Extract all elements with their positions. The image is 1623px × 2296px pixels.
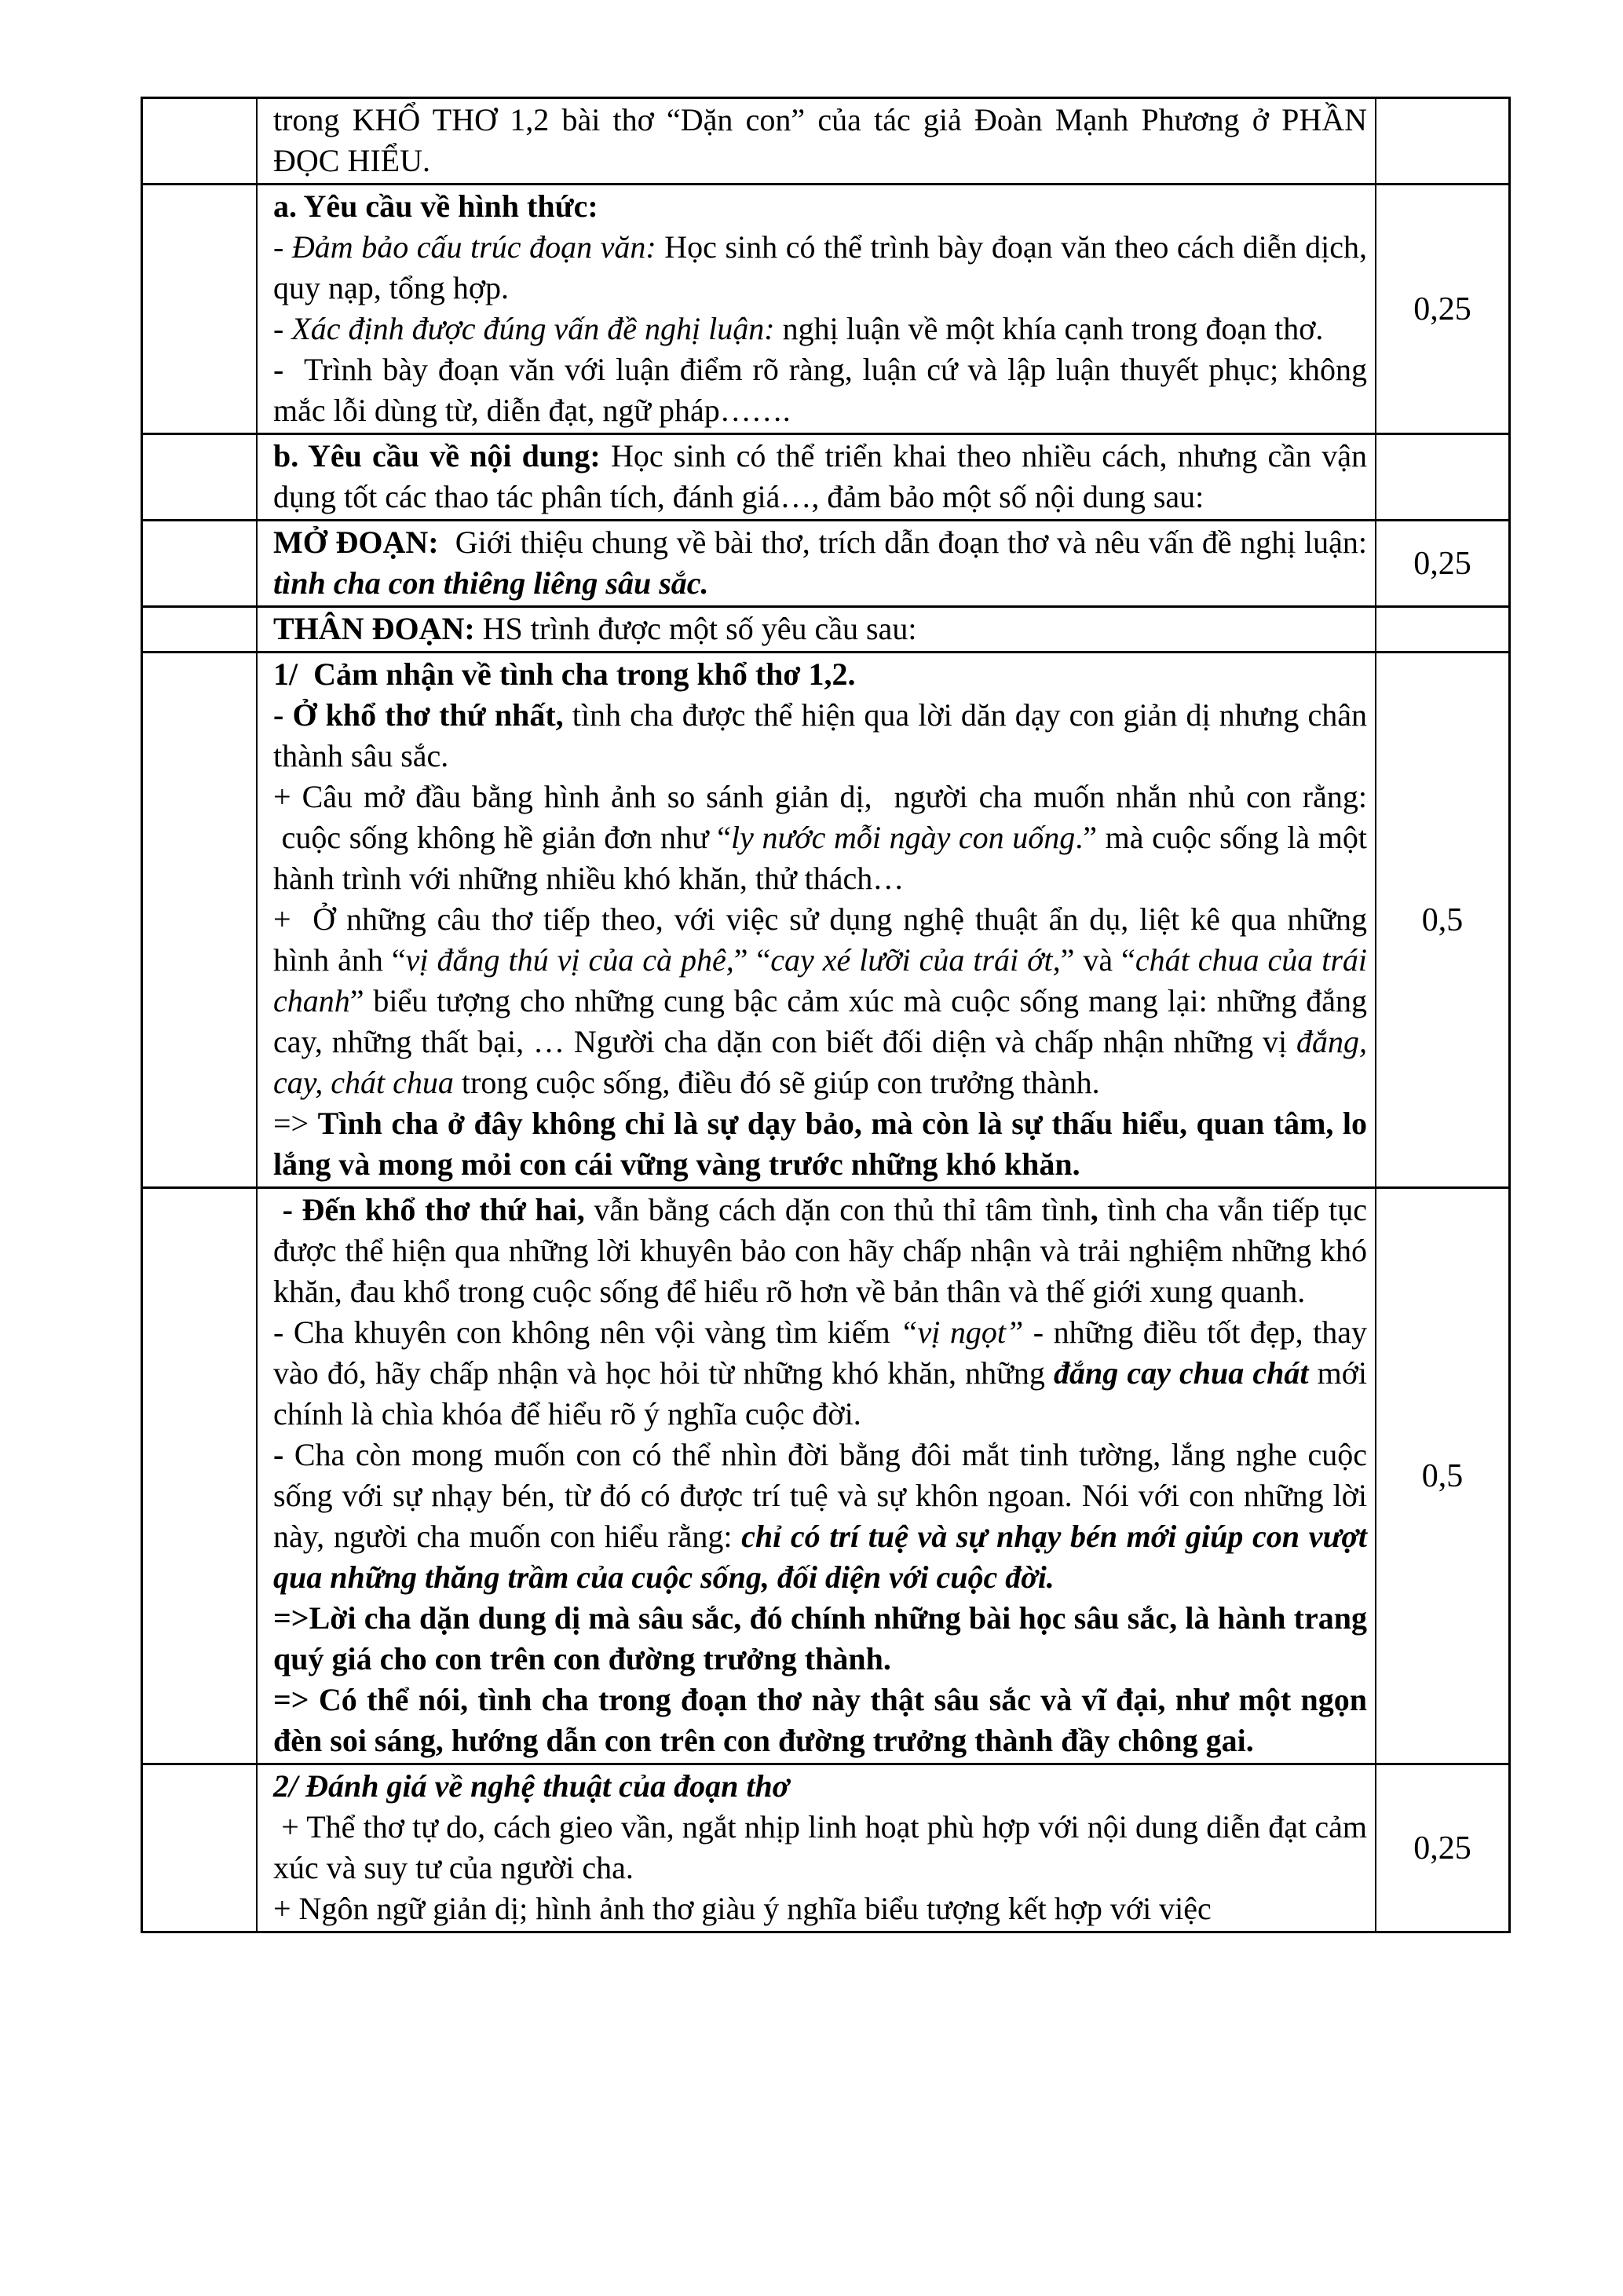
points-cell [1376, 521, 1508, 605]
content-cell [258, 99, 1376, 183]
paragraph [273, 1766, 1367, 1807]
paragraph [273, 186, 1367, 227]
text-run: vị đắng thú vị của cà phê, [405, 942, 734, 978]
text-run: Đảm bảo cấu trúc đoạn văn: [291, 229, 656, 265]
text-run: + Ở những câu thơ tiếp theo, với việc sử dụng nghệ thuật ẩn dụ, liệt kê qua những hình ảnh “ [273, 901, 1367, 978]
text-run: 2/ Đánh giá về nghệ thuật của đoạn thơ [273, 1768, 790, 1804]
points-cell [1376, 1765, 1508, 1931]
text-run: tình cha được thể hiện qua lời dăn dạy con giản dị nhưng chân thành sâu sắc. [273, 697, 1367, 773]
points-cell [1376, 653, 1508, 1186]
text-run: Giới thiệu chung về bài thơ, trích dẫn đoạn thơ và nêu vấn đề nghị luận: [447, 525, 1367, 560]
point-value: 0,5 [1421, 1457, 1464, 1494]
text-run: =>Lời cha dặn dung dị mà sâu sắc, đó chính những bài học sâu sắc, là hành trang quý giá cho con trên con đường trưởng thành. [273, 1600, 1367, 1676]
paragraph [273, 1680, 1367, 1761]
text-run: THÂN ĐOẠN: [273, 611, 483, 646]
point-value: 0,5 [1421, 901, 1464, 938]
text-run: Xác định được đúng vấn đề nghị luận: [291, 311, 775, 346]
text-run: “vị ngọt” [900, 1314, 1024, 1350]
text-run: tình cha con thiêng liêng sâu sắc. [273, 565, 709, 601]
paragraph [273, 100, 1367, 181]
text-run: MỞ ĐOẠN: [273, 525, 448, 560]
text-run: ” biểu tượng cho những cung bậc cảm xúc mà cuộc sống mang lại: những đắng cay, những thất bại, … Người cha dặn con biết đối diện và chấp nhận những vị [273, 983, 1367, 1059]
row-b-yeu-cau-noi-dung [143, 435, 1508, 521]
paragraph [273, 522, 1367, 604]
text-run: 1/ Cảm nhận về tình cha trong khổ thơ 1,2. [273, 656, 856, 692]
text-run: vẫn bằng cách dặn con thủ thỉ tâm tình [594, 1192, 1091, 1227]
text-run: trong cuộc sống, điều đó sẽ giúp con trưởng thành. [453, 1065, 1100, 1100]
text-run: ly nước mỗi ngày con uống [731, 820, 1076, 855]
text-run: Tình cha ở đây không chỉ là sự dạy bảo, mà còn là sự thấu hiểu, quan tâm, lo lắng và mong mỏi con cái vững vàng trước những khó khăn. [273, 1106, 1367, 1182]
text-run: + Ngôn ngữ giản dị; hình ảnh thơ giàu ý nghĩa biểu tượng kết hợp với việc [273, 1891, 1212, 1926]
content-cell [258, 521, 1376, 605]
text-run: nghị luận về một khía cạnh trong đoạn thơ. [774, 311, 1324, 346]
text-run: a. Yêu cầu về hình thức: [273, 188, 598, 224]
row-number-cell [143, 608, 258, 651]
text-run: ” “ [733, 942, 771, 978]
row-number-cell [143, 521, 258, 605]
text-run: , [1090, 1192, 1098, 1227]
text-run: chỉ có trí tuệ và sự nhạy bén mới giúp con vượt qua những thăng trầm của cuộc sống, đối diện với cuộc đời. [273, 1519, 1367, 1595]
content-cell [258, 435, 1376, 519]
text-run: - Đến khổ thơ thứ hai, [282, 1192, 594, 1227]
row-number-cell [143, 1765, 258, 1931]
text-run: đắng, cay, chát chua [273, 1024, 1367, 1100]
row-1-cam-nhan-tinh-cha [143, 653, 1508, 1189]
paragraph [273, 899, 1367, 1103]
points-cell [1376, 435, 1508, 519]
content-cell [258, 185, 1376, 433]
text-run: ” và “ [1060, 942, 1135, 978]
paragraph [273, 1888, 1367, 1929]
text-run [273, 1192, 283, 1227]
content-cell [258, 1765, 1376, 1931]
paragraph [273, 654, 1367, 695]
points-cell [1376, 1189, 1508, 1763]
rubric-table [141, 97, 1511, 1933]
text-run: đắng cay chua chát [1053, 1355, 1309, 1391]
row-a-yeu-cau-hinh-thuc [143, 185, 1508, 435]
text-run: .” mà cuộc sống là một hành trình với những nhiều khó khăn, thử thách… [273, 820, 1368, 896]
row-number-cell [143, 99, 258, 183]
paragraph [273, 695, 1367, 777]
text-run: tình cha vẫn tiếp tục được thể hiện qua những lời khuyên bảo con hãy chấp nhận và trải nghiệm những khó khăn, đau khổ trong cuộc sống để hiểu rõ hơn về bản thân và thế giới xung quanh. [273, 1192, 1368, 1309]
paragraph [273, 1807, 1367, 1888]
row-than-doan [143, 608, 1508, 653]
text-run: => [273, 1106, 318, 1141]
points-cell [1376, 185, 1508, 433]
paragraph [273, 777, 1367, 899]
text-run: cay xé lưỡi của trái ớt, [770, 942, 1061, 978]
row-number-cell [143, 653, 258, 1186]
paragraph [273, 1598, 1367, 1680]
row-number-cell [143, 435, 258, 519]
point-value: 0,25 [1413, 545, 1471, 582]
text-run: + Thể thơ tự do, cách gieo vần, ngắt nhịp linh hoạt phù hợp với nội dung diễn đạt cảm xúc và suy tư của người cha. [273, 1809, 1367, 1885]
content-cell [258, 608, 1376, 651]
text-run: - [273, 229, 292, 265]
text-run: trong KHỔ THƠ 1,2 bài thơ “Dặn con” của tác giả Đoàn Mạnh Phương ở PHẦN ĐỌC HIỂU. [273, 102, 1367, 178]
paragraph [273, 349, 1367, 431]
row-continuation [143, 99, 1508, 185]
row-mo-doan [143, 521, 1508, 608]
content-cell [258, 1189, 1376, 1763]
paragraph [273, 436, 1367, 517]
row-den-kho-tho-thu-hai [143, 1189, 1508, 1765]
text-run: - [273, 1437, 294, 1472]
point-value: 0,25 [1413, 291, 1471, 327]
points-cell [1376, 99, 1508, 183]
text-run: HS trình được một số yêu cầu sau: [482, 611, 917, 646]
point-value: 0,25 [1413, 1830, 1471, 1866]
paragraph [273, 1435, 1367, 1598]
text-run: Cha còn mong muốn con có thể nhìn đời bằng đôi mắt tinh tường, lắng nghe cuộc sống với sự nhạy bén, từ đó có được trí tuệ và sự khôn ngoan. Nói với con những lời này, người cha muốn con hiểu rằng: [273, 1437, 1367, 1554]
text-run: - Ở khổ thơ thứ nhất, [273, 697, 572, 733]
paragraph [273, 1190, 1367, 1312]
text-run: chát chua của trái chanh [273, 942, 1368, 1018]
text-run: - [273, 311, 292, 346]
content-cell [258, 653, 1376, 1186]
paragraph [273, 609, 1367, 649]
text-run: Học sinh có thể trình bày đoạn văn theo cách diễn dịch, quy nạp, tổng hợp. [273, 229, 1367, 305]
text-run: + Câu mở đầu bằng hình ảnh so sánh giản dị, người cha muốn nhắn nhủ con rằng: cuộc sống không hề giản đơn như “ [273, 779, 1367, 855]
row-number-cell [143, 185, 258, 433]
paragraph [273, 227, 1367, 309]
paragraph [273, 1103, 1367, 1185]
paragraph [273, 309, 1367, 349]
row-2-danh-gia-nghe-thuat [143, 1765, 1508, 1931]
text-run: - Trình bày đoạn văn với luận điểm rõ ràng, luận cứ và lập luận thuyết phục; không mắc lỗi dùng từ, diễn đạt, ngữ pháp……. [273, 352, 1367, 428]
text-run: => Có thể nói, tình cha trong đoạn thơ này thật sâu sắc và vĩ đại, như một ngọn đèn soi sáng, hướng dẫn con trên con đường trưởng thành đầy chông gai. [273, 1682, 1367, 1758]
text-run: Học sinh có thể triển khai theo nhiều cách, nhưng cần vận dụng tốt các thao tác phân tích, đánh giá…, đảm bảo một số nội dung sau: [273, 438, 1368, 514]
points-cell [1376, 608, 1508, 651]
text-run: b. Yêu cầu về nội dung: [273, 438, 611, 473]
paragraph [273, 1312, 1367, 1435]
text-run: - những điều tốt đẹp, thay vào đó, hãy chấp nhận và học hỏi từ những khó khăn, những [273, 1314, 1367, 1391]
row-number-cell [143, 1189, 258, 1763]
text-run: - Cha khuyên con không nên vội vàng tìm kiếm [273, 1314, 901, 1350]
text-run: mới chính là chìa khóa để hiểu rõ ý nghĩa cuộc đời. [273, 1355, 1367, 1431]
